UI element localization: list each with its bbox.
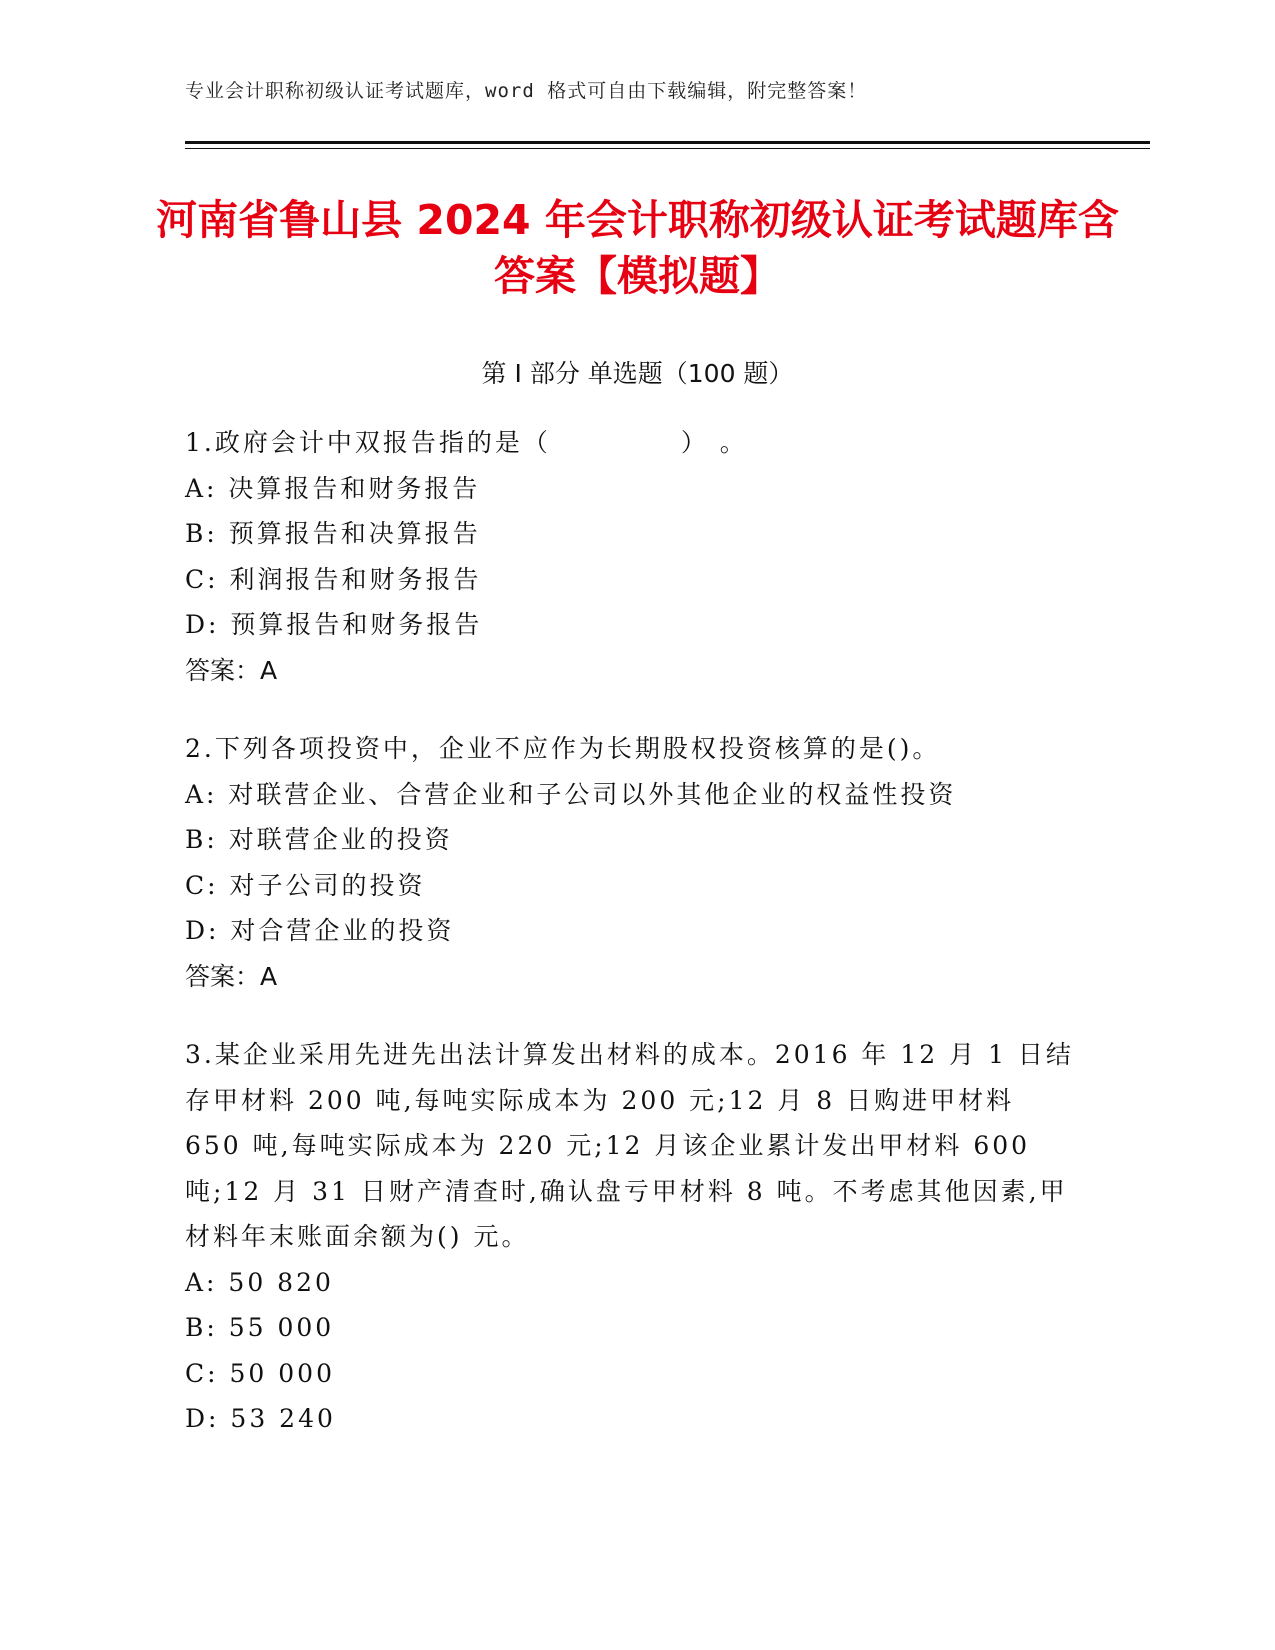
question-stem-text: ） 。: [680, 428, 748, 457]
option-a: A: 决算报告和财务报告: [185, 473, 481, 503]
section-title: 第 I 部分 单选题（100 题）: [481, 359, 794, 388]
option-c: C: 利润报告和财务报告: [185, 564, 482, 594]
option-d: D: 对合营企业的投资: [185, 916, 455, 945]
option-d: D: 预算报告和财务报告: [185, 610, 483, 639]
option-c: C: 50 000: [185, 1358, 335, 1388]
question-3: [185, 1032, 1080, 1442]
answer-key: 答案：A: [185, 655, 278, 685]
header-note: 专业会计职称初级认证考试题库，word 格式可自由下载编辑，附完整答案！: [185, 80, 868, 102]
option-a: A: 50 820: [185, 1267, 334, 1297]
header-divider-thick: [185, 141, 1150, 144]
header-divider-thin: [185, 148, 1150, 149]
question-2: [185, 726, 1080, 999]
question-1: [185, 420, 1080, 693]
document-title: 河南省鲁山县 2024 年会计职称初级认证考试题库含答案【模拟题】: [156, 196, 1119, 300]
answer-key: 答案：A: [185, 961, 278, 991]
option-d: D: 53 240: [185, 1404, 336, 1433]
option-a: A: 对联营企业、合营企业和子公司以外其他企业的权益性投资: [185, 779, 957, 809]
option-c: C: 对子公司的投资: [185, 870, 426, 900]
question-stem: 3.某企业采用先进先出法计算发出材料的成本。2016 年 12 月 1 日结存甲材料 200 吨,每吨实际成本为 200 元;12 月 8 日购进甲材料 650 吨,每吨实际成本为 220 元;12 月该企业累计发出甲材料 600 吨;12 月 31 日财产清查时,确认盘亏甲材料 8 吨。不考虑其他因素,甲材料年末账面余额为() 元。: [185, 1040, 1074, 1251]
question-stem-text: 1.政府会计中双报告指的是（: [185, 428, 551, 457]
question-stem: [185, 420, 1080, 466]
option-b: B: 预算报告和决算报告: [185, 519, 481, 548]
option-b: B: 对联营企业的投资: [185, 825, 453, 854]
option-b: B: 55 000: [185, 1313, 335, 1342]
question-stem: 2.下列各项投资中，企业不应作为长期股权投资核算的是()。: [185, 734, 941, 763]
